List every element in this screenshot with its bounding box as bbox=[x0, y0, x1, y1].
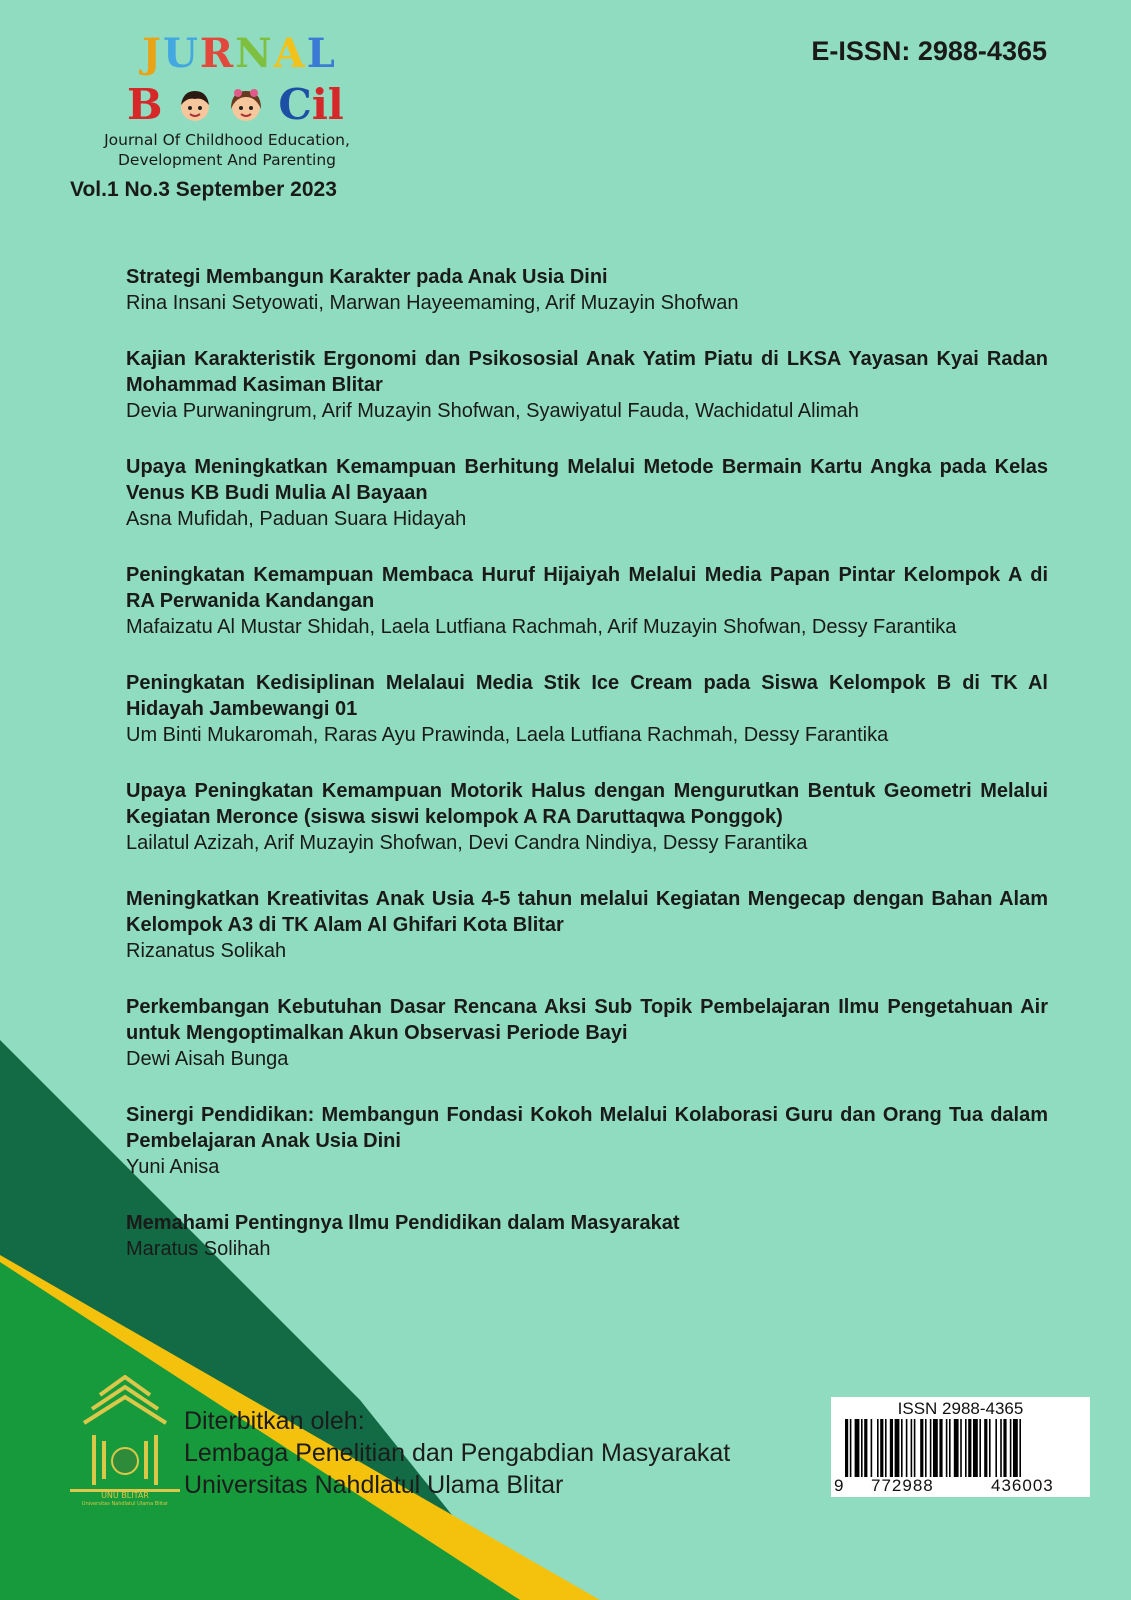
article-authors: Yuni Anisa bbox=[126, 1156, 220, 1178]
barcode-bar bbox=[946, 1419, 948, 1477]
article-title: Memahami Pentingnya Ilmu Pendidikan dalam Masyarakat bbox=[126, 1212, 680, 1234]
boy-face-icon bbox=[177, 87, 213, 123]
article-entry bbox=[126, 562, 1048, 640]
barcode-bar bbox=[850, 1419, 852, 1477]
logo-letters: JURNAL bbox=[142, 30, 337, 77]
barcode-bar bbox=[877, 1419, 879, 1477]
barcode-bar bbox=[890, 1419, 893, 1477]
barcode-bar bbox=[979, 1419, 981, 1477]
barcode-bar bbox=[845, 1419, 848, 1477]
barcode-bar bbox=[895, 1419, 900, 1477]
publisher-line-1: Diterbitkan oleh: bbox=[184, 1407, 365, 1435]
publisher-text bbox=[184, 1405, 730, 1501]
barcode-bar bbox=[914, 1419, 916, 1477]
article-authors: Rizanatus Solikah bbox=[126, 940, 287, 962]
barcode-digits-group1: 772988 bbox=[871, 1476, 934, 1495]
logo-letter-b: B bbox=[127, 80, 163, 129]
article-entry bbox=[126, 670, 1048, 748]
barcode-bar bbox=[871, 1419, 873, 1477]
barcode-bar bbox=[1019, 1419, 1021, 1477]
article-entry bbox=[126, 346, 1048, 424]
barcode-digits-group2: 436003 bbox=[991, 1476, 1054, 1495]
barcode-bar bbox=[906, 1419, 908, 1477]
barcode-bar bbox=[995, 1419, 997, 1477]
logo-text: UNU BLITAR bbox=[101, 1491, 149, 1500]
article-authors: Um Binti Mukaromah, Raras Ayu Prawinda, Laela Lutfiana Rachmah, Dessy Farantika bbox=[126, 724, 889, 746]
issn-barcode bbox=[831, 1397, 1090, 1497]
article-entry bbox=[126, 1102, 1048, 1180]
article-authors: Dewi Aisah Bunga bbox=[126, 1048, 289, 1070]
article-authors: Mafaizatu Al Mustar Shidah, Laela Lutfiana Rachmah, Arif Muzayin Shofwan, Dessy Farantika bbox=[126, 616, 957, 638]
barcode-bar bbox=[989, 1419, 991, 1477]
barcode-bar bbox=[855, 1419, 860, 1477]
barcode-bar bbox=[1010, 1419, 1012, 1477]
barcode-bar bbox=[920, 1419, 923, 1477]
barcode-bar bbox=[939, 1419, 942, 1477]
barcode-bar bbox=[1000, 1419, 1002, 1477]
barcode-bars bbox=[845, 1419, 1083, 1477]
article-entry bbox=[126, 264, 1048, 316]
article-authors: Devia Purwaningrum, Arif Muzayin Shofwan, Syawiyatul Fauda, Wachidatul Alimah bbox=[126, 400, 859, 422]
journal-tagline bbox=[92, 130, 362, 170]
logo-letters-il: il bbox=[311, 80, 344, 129]
article-list bbox=[126, 264, 1048, 1292]
article-title: Meningkatkan Kreativitas Anak Usia 4-5 tahun melalui Kegiatan Mengecap dengan Bahan Alam Kelompok A3 di TK Alam Al Ghifari Kota Blitar bbox=[126, 888, 1048, 936]
barcode-bar bbox=[861, 1419, 863, 1477]
barcode-bar bbox=[1013, 1419, 1018, 1477]
header bbox=[0, 0, 1131, 220]
barcode-issn-label: ISSN 2988-4365 bbox=[897, 1399, 1024, 1418]
barcode-bar bbox=[965, 1419, 967, 1477]
logo-word-jurnal bbox=[142, 30, 337, 77]
barcode-bar bbox=[933, 1419, 938, 1477]
barcode-bar bbox=[954, 1419, 959, 1477]
publisher-line-3: Universitas Nahdlatul Ulama Blitar bbox=[184, 1471, 564, 1499]
barcode-bar bbox=[1003, 1419, 1006, 1477]
barcode-digit-first: 9 bbox=[834, 1476, 845, 1495]
article-title: Upaya Peningkatan Kemampuan Motorik Halus dengan Mengurutkan Bentuk Geometri Melalui Kegiatan Meronce (siswa siswi kelompok A RA Daruttaqwa Ponggok) bbox=[126, 780, 1048, 828]
girl-face-icon bbox=[228, 87, 264, 123]
article-title: Peningkatan Kedisiplinan Melalaui Media Stik Ice Cream pada Siswa Kelompok B di TK Al Hidayah Jambewangi 01 bbox=[126, 672, 1048, 720]
article-title: Sinergi Pendidikan: Membangun Fondasi Kokoh Melalui Kolaborasi Guru dan Orang Tua dalam Pembelajaran Anak Usia Dini bbox=[126, 1104, 1048, 1152]
barcode-bar bbox=[949, 1419, 951, 1477]
article-entry bbox=[126, 778, 1048, 856]
barcode-bar bbox=[973, 1419, 978, 1477]
article-authors: Lailatul Azizah, Arif Muzayin Shofwan, Devi Candra Nindiya, Dessy Farantika bbox=[126, 832, 808, 854]
article-authors: Asna Mufidah, Paduan Suara Hidayah bbox=[126, 508, 467, 530]
barcode-bar bbox=[984, 1419, 987, 1477]
article-entry bbox=[126, 1210, 1048, 1262]
article-title: Upaya Meningkatkan Kemampuan Berhitung Melalui Metode Bermain Kartu Angka pada Kelas Venus KB Budi Mulia Al Bayaan bbox=[126, 456, 1048, 504]
article-title: Strategi Membangun Karakter pada Anak Usia Dini bbox=[126, 266, 608, 288]
barcode-bar bbox=[901, 1419, 903, 1477]
article-authors: Rina Insani Setyowati, Marwan Hayeemaming, Arif Muzayin Shofwan bbox=[126, 292, 739, 314]
publisher-block bbox=[70, 1375, 830, 1505]
article-entry bbox=[126, 886, 1048, 964]
barcode-bar bbox=[968, 1419, 971, 1477]
barcode-bar bbox=[880, 1419, 883, 1477]
volume-issue: Vol.1 No.3 September 2023 bbox=[70, 178, 337, 201]
barcode-bar bbox=[911, 1419, 913, 1477]
article-title: Perkembangan Kebutuhan Dasar Rencana Aksi Sub Topik Pembelajaran Ilmu Pengetahuan Air untuk Mengoptimalkan Akun Observasi Periode Bayi bbox=[126, 996, 1048, 1044]
barcode-bar bbox=[930, 1419, 932, 1477]
publisher-line-2: Lembaga Penelitian dan Pengabdian Masyarakat bbox=[184, 1439, 731, 1467]
unu-blitar-logo bbox=[70, 1375, 180, 1505]
eissn-label: E-ISSN: 2988-4365 bbox=[811, 36, 1047, 66]
logo-letter-c: C bbox=[278, 80, 312, 129]
barcode-bar bbox=[885, 1419, 887, 1477]
barcode-bar bbox=[960, 1419, 962, 1477]
logo-subtext: Universitas Nahdlatul Ulama Blitar bbox=[81, 1501, 169, 1505]
article-title: Peningkatan Kemampuan Membaca Huruf Hijaiyah Melalui Media Papan Pintar Kelompok A di RA Perwanida Kandangan bbox=[126, 564, 1048, 612]
tagline-line-1: Journal Of Childhood Education, bbox=[104, 131, 350, 149]
article-title: Kajian Karakteristik Ergonomi dan Psikososial Anak Yatim Piatu di LKSA Yayasan Kyai Radan Mohammad Kasiman Blitar bbox=[126, 348, 1048, 396]
logo-word-bocil bbox=[127, 80, 344, 129]
article-authors: Maratus Solihah bbox=[126, 1238, 271, 1260]
barcode-bar bbox=[864, 1419, 867, 1477]
tagline-line-2: Development And Parenting bbox=[117, 151, 337, 169]
article-entry bbox=[126, 994, 1048, 1072]
article-entry bbox=[126, 454, 1048, 532]
barcode-bar bbox=[925, 1419, 927, 1477]
